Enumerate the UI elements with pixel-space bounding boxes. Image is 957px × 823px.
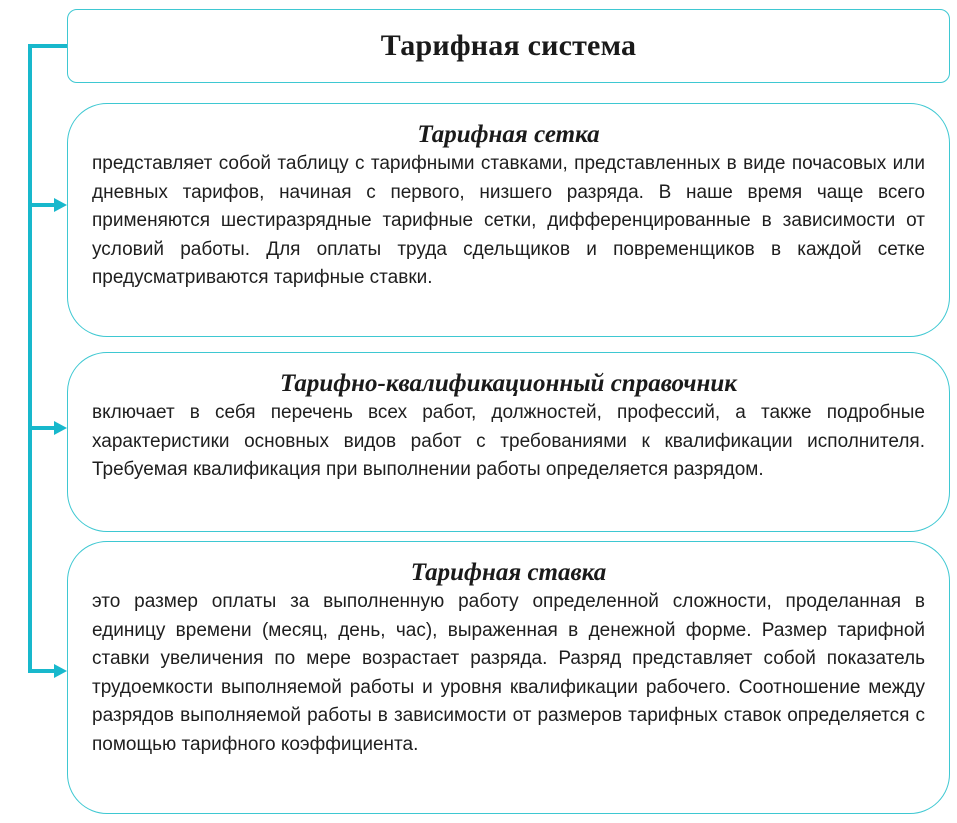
- section-card-tariff-rate: [67, 541, 950, 814]
- section-card-qualification-reference: [67, 352, 950, 532]
- section-card-tariff-grid: [67, 103, 950, 337]
- arrow-head-icon: [54, 198, 67, 212]
- section-heading: Тарифно-квалификационный справочник: [280, 370, 737, 397]
- section-heading: Тарифная сетка: [417, 121, 600, 148]
- main-title: Тарифная система: [380, 29, 637, 62]
- title-box: [67, 9, 950, 83]
- section-text: включает в себя перечень всех работ, должностей, профессий, а также подробные характеристики основных видов работ с требованиями к квалификации исполнителя. Требуемая квалификация при выполнении работы определяется разрядом.: [92, 402, 925, 480]
- section-text: это размер оплаты за выполненную работу определенной сложности, проделанная в единицу времени (месяц, день, час), выраженная в денежной форме. Размер тарифной ставки увеличения по мере возрастает разряда. Разряд представляет собой показатель трудоемкости выполняемой работы и уровня квалификации рабочего. Соотношение между разрядов выполняемой работы в зависимости от размеров тарифных ставок определяется с помощью тарифного коэффициента.: [92, 591, 925, 755]
- section-heading: Тарифная ставка: [410, 559, 607, 586]
- arrow-head-icon: [54, 421, 67, 435]
- section-text: представляет собой таблицу с тарифными ставками, представленных в виде почасовых или дневных тарифов, начиная с первого, низшего разряда. В наше время чаще всего применяются шестиразрядные тарифные сетки, дифференцированные в зависимости от условий работы. Для оплаты труда сдельщиков и повременщиков в каждой сетке предусматриваются тарифные ставки.: [92, 153, 925, 288]
- arrow-head-icon: [54, 664, 67, 678]
